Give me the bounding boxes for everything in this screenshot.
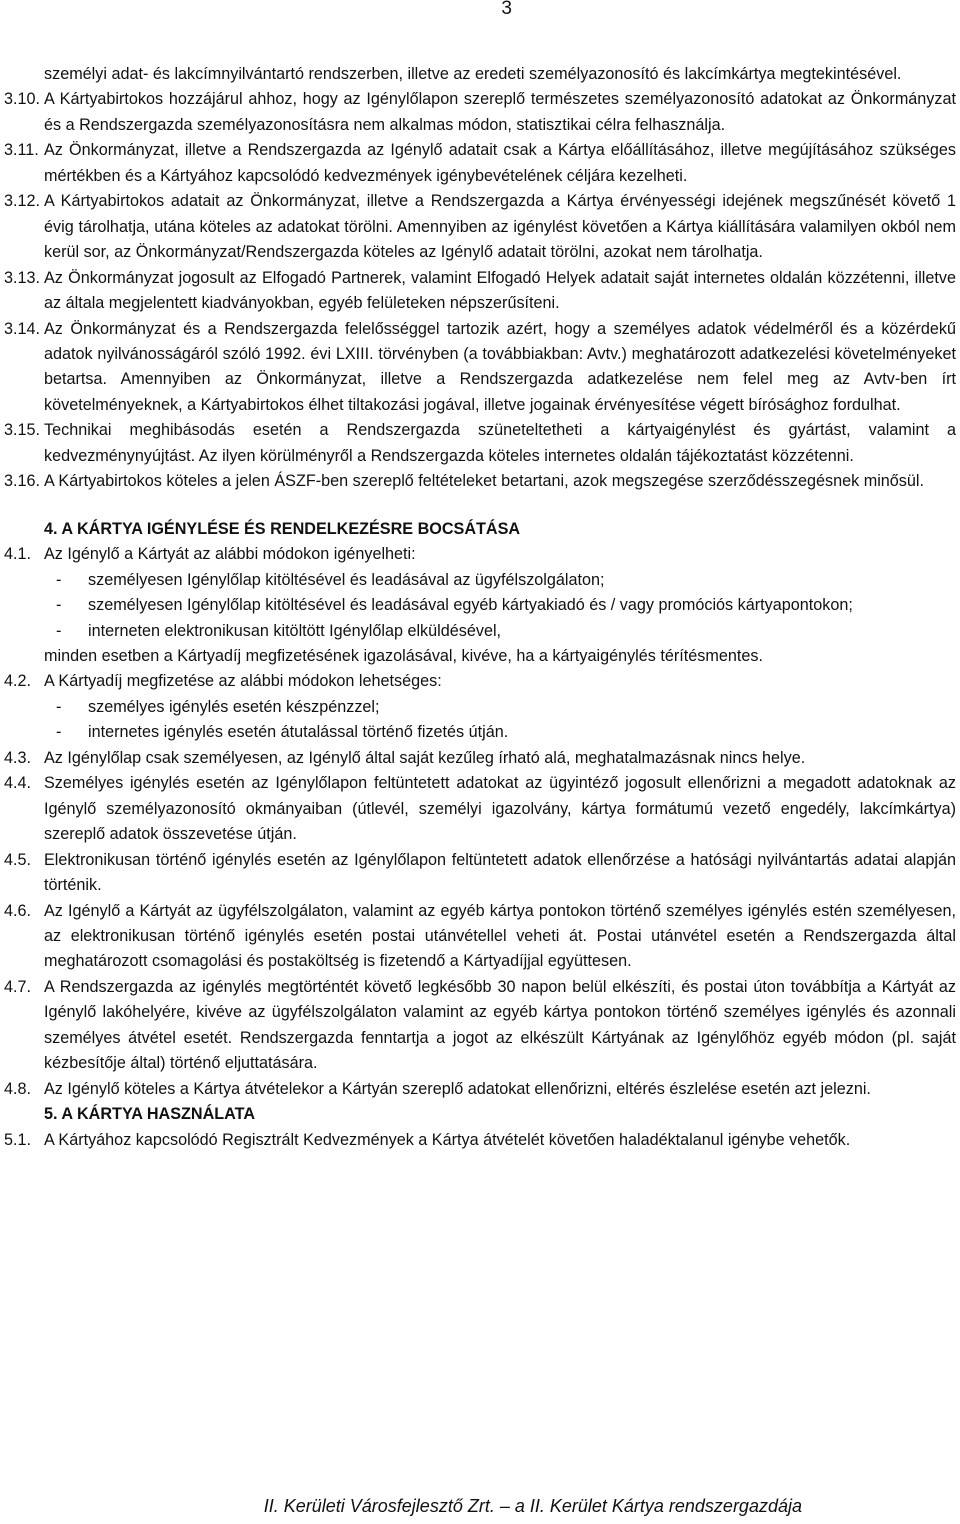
clause-4-5 [4, 848, 956, 899]
clause-text: Az Igénylő köteles a Kártya átvételekor a Kártyán szereplő adatokat ellenőrizni, eltérés észlelése esetén azt jelezni. [44, 1079, 871, 1098]
clause-text: Az Igénylőlap csak személyesen, az Igénylő által saját kezűleg írható alá, meghatalmazásnak nincs helye. [44, 748, 806, 767]
clause-3-13 [4, 266, 956, 317]
section-5-heading: 5. A KÁRTYA HASZNÁLATA [44, 1105, 256, 1124]
clause-text: A Kártyabirtokos adatait az Önkormányzat, illetve a Rendszergazda a Kártya érvényességi idejének megszűnését követő 1 évig tárolhatja, utána köteles az adatokat törölni. Amennyiben az igénylést követően a Kártya kiállítására valamilyen okból nem kerül sor, az Önkormányzat/Rendszergazda köteles az Igénylő adatait törölni, azokat nem tárolhatja. [44, 192, 956, 262]
clause-number: 5.1. [4, 1130, 32, 1149]
clause-text: Személyes igénylés esetén az Igénylőlapon feltüntetett adatokat az ügyintéző jogosult ellenőrizni a megadott adatoknak az Igénylő személyazonosító okmányaiban (útlevél, személyi igazolvány, kártya formátumú vezető engedély, lakcímkártya) szereplő adatok összevetése útján. [44, 774, 956, 844]
clause-text: Az Igénylő a Kártyát az alábbi módokon igényelheti: [44, 545, 416, 564]
spacer [4, 495, 956, 517]
dash-marker: - [56, 723, 62, 742]
bullet-item [4, 568, 956, 593]
clause-text: Az Igénylő a Kártyát az ügyfélszolgálaton, valamint az egyéb kártya pontokon történő személyes igénylés estén személyesen, az elektronikusan történő igénylés esetén postai utánvétellel veheti át. Postai utánvétel esetén a Rendszergazda által meghatározott csomagolási és postaköltség is fizetendő a Kártyadíjjal együttesen. [44, 901, 956, 971]
dash-marker: - [56, 570, 62, 589]
clause-number: 4.3. [4, 748, 32, 767]
clause-number: 4.2. [4, 672, 32, 691]
clause-number: 3.14. [4, 319, 41, 338]
bullet-text: személyes igénylés esetén készpénzzel; [88, 697, 380, 716]
clause-text: A Kártyadíj megfizetése az alábbi módokon lehetséges: [44, 672, 442, 691]
clause-4-3 [4, 746, 956, 771]
bullet-item [4, 593, 956, 618]
intro-continuation: személyi adat- és lakcímnyilvántartó rendszerben, illetve az eredeti személyazonosító és lakcímkártya megtekintésével. [44, 65, 902, 83]
clause-3-15 [4, 418, 956, 469]
clause-text: A Kártyabirtokos köteles a jelen ÁSZF-ben szereplő feltételeket betartani, azok megszegése szerződésszegésnek minősül. [44, 472, 924, 491]
clause-number: 3.12. [4, 192, 41, 211]
clause-3-10 [4, 87, 956, 138]
dash-marker: - [56, 697, 62, 716]
clause-3-14 [4, 317, 956, 419]
clause-3-12 [4, 189, 956, 265]
clause-4-2 [4, 669, 956, 694]
bullet-text: internetes igénylés esetén átutalással történő fizetés útján. [88, 723, 509, 742]
clause-text: Technikai meghibásodás esetén a Rendszergazda szüneteltetheti a kártyaigénylést és gyártást, valamint a kedvezménynyújtást. Az ilyen körülményről a Rendszergazda köteles internetes oldalán tájékoztatást közzétenni. [44, 421, 956, 465]
clause-text: A Kártyához kapcsolódó Regisztrált Kedvezmények a Kártya átvételét követően haladéktalanul igénybe vehetők. [44, 1130, 851, 1149]
dash-marker: - [56, 596, 62, 615]
clause-number: 4.6. [4, 901, 32, 920]
clause-text: Az Önkormányzat jogosult az Elfogadó Partnerek, valamint Elfogadó Helyek adatait saját internetes oldalán közzétenni, illetve az általa megjelentett kiadványokban, egyéb felületeken népszerűsíteni. [44, 268, 956, 313]
bullet-item [4, 720, 956, 745]
page-number: 3 [501, 0, 512, 19]
section-4-heading: 4. A KÁRTYA IGÉNYLÉSE ÉS RENDELKEZÉSRE BOCSÁTÁSA [44, 519, 521, 538]
bullet-item [4, 619, 956, 644]
clause-text: Az Önkormányzat és a Rendszergazda felelősséggel tartozik azért, hogy a személyes adatok védelméről és a közérdekű adatok nyilvánosságáról szóló 1992. évi LXIII. törvényben (a továbbiakban: Avtv.) meghatározott adatkezelési követelményeket betartsa. Amennyiben az Önkormányzat, illetve a Rendszergazda adatkezelése nem felel meg az Avtv-ben írt követelményeknek, a Kártyabirtokos élhet tiltakozási jogával, illetve jogainak érvényesítése végett bírósághoz fordulhat. [44, 319, 956, 414]
clause-text: Elektronikusan történő igénylés esetén az Igénylőlapon feltüntetett adatok ellenőrzése a hatósági nyilvántartás adatai alapján történik. [44, 850, 956, 895]
bullet-text: személyesen Igénylőlap kitöltésével és leadásával az ügyfélszolgálaton; [88, 570, 605, 589]
clause-number: 4.7. [4, 977, 32, 996]
clause-number: 4.1. [4, 545, 32, 564]
dash-marker: - [56, 621, 62, 640]
clause-4-8 [4, 1077, 956, 1102]
clause-4-4 [4, 771, 956, 847]
clause-text: Az Önkormányzat, illetve a Rendszergazda az Igénylő adatait csak a Kártya előállításához, illetve megújításához szükséges mértékben és a Kártyához kapcsolódó kedvezmények igénybevételének céljára kezelheti. [44, 141, 956, 185]
clause-number: 4.4. [4, 774, 32, 793]
clause-4-1 [4, 542, 956, 567]
clause-text: A Rendszergazda az igénylés megtörténtét követő legkésőbb 30 napon belül elkészíti, és postai úton továbbítja a Kártyát az Igénylő lakóhelyére, kivéve az ügyfélszolgálaton valamint az egyéb kártya pontokon történő személyes igénylés és azonnali személyes átvétel esetét. Rendszergazda fenntartja a jogot az elkészült Kártyának az Igénylőhöz egyéb módon (pl. saját kézbesítője által) történő eljuttatására. [44, 977, 956, 1073]
clause-5-1 [4, 1128, 956, 1153]
page-footer: II. Kerületi Városfejlesztő Zrt. – a II. Kerület Kártya rendszergazdája [263, 1496, 802, 1516]
clause-number: 3.13. [4, 268, 41, 287]
clause-number: 3.15. [4, 421, 41, 440]
clause-continuation: minden esetben a Kártyadíj megfizetésének igazolásával, kivéve, ha a kártyaigénylés térítésmentes. [44, 646, 763, 665]
clause-3-16 [4, 469, 956, 494]
clause-number: 4.5. [4, 850, 32, 869]
bullet-text: interneten elektronikusan kitöltött Igénylőlap elküldésével, [88, 621, 502, 640]
document-body [4, 62, 956, 1153]
clause-number: 3.16. [4, 472, 41, 491]
clause-number: 3.10. [4, 90, 41, 109]
clause-text: A Kártyabirtokos hozzájárul ahhoz, hogy az Igénylőlapon szereplő természetes személyazonosító adatokat az Önkormányzat és a Rendszergazda személyazonosításra nem alkalmas módon, statisztikai célra felhasználja. [44, 90, 956, 134]
clause-number: 3.11. [4, 141, 39, 160]
clause-4-7 [4, 975, 956, 1077]
clause-4-6 [4, 899, 956, 975]
bullet-text: személyesen Igénylőlap kitöltésével és leadásával egyéb kártyakiadó és / vagy promóciós kártyapontokon; [88, 596, 853, 615]
clause-3-11 [4, 138, 956, 189]
clause-number: 4.8. [4, 1079, 32, 1098]
bullet-item [4, 695, 956, 720]
